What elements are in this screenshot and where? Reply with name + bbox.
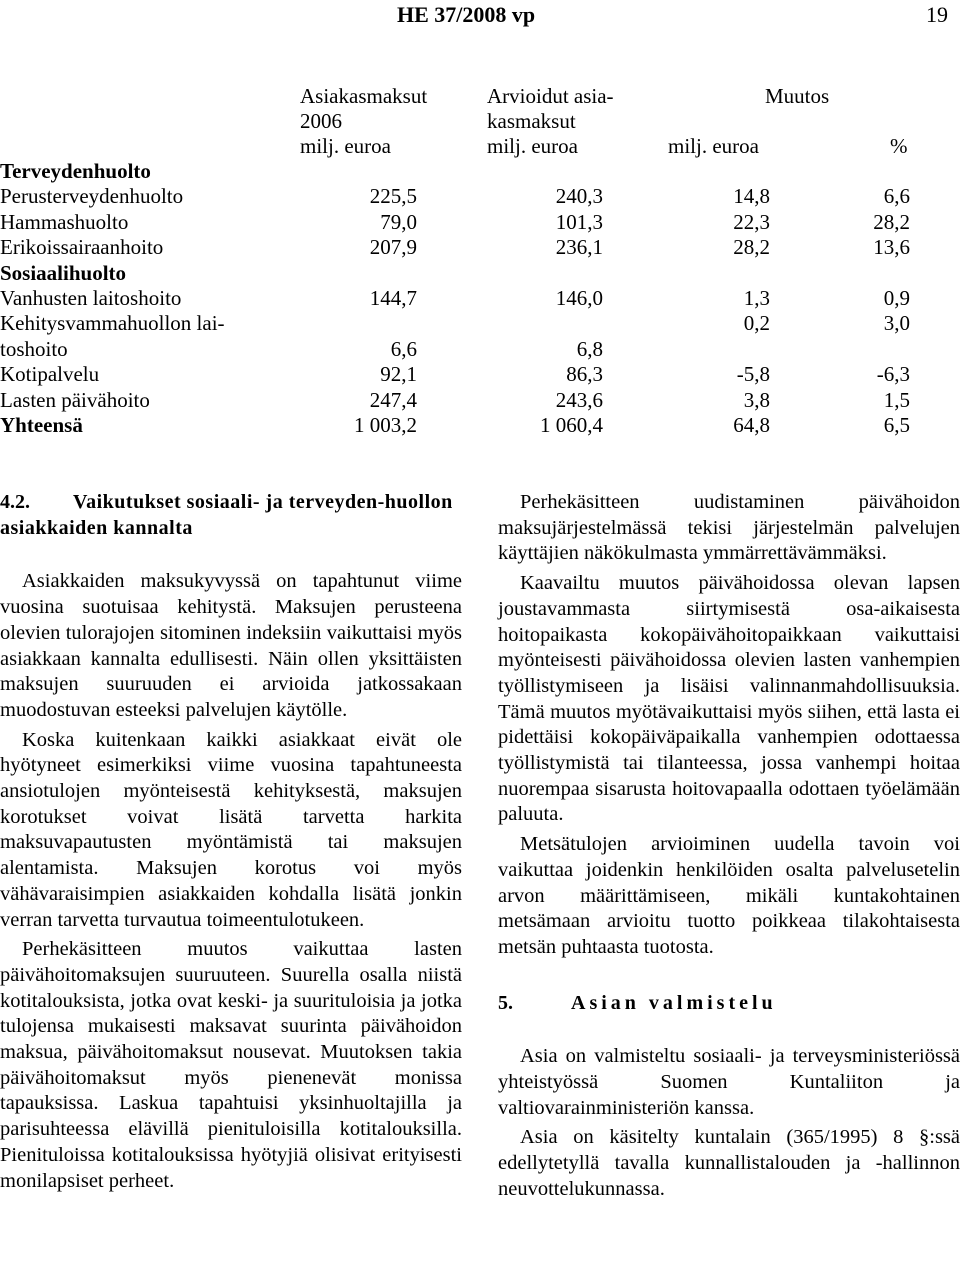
- left-text-column: [0, 490, 462, 1198]
- table-row: [0, 210, 960, 235]
- table-row: [0, 286, 960, 311]
- section-number: 5.: [498, 991, 513, 1014]
- row-label: Hammashuolto: [0, 209, 129, 234]
- cell-payments-2006: 247,4: [369, 387, 417, 412]
- cell-payments-2006: 225,5: [369, 184, 417, 209]
- cell-change-eur: 64,8: [733, 412, 770, 437]
- col3-header: milj. euroa: [668, 134, 759, 158]
- section-title: Vaikutukset sosiaali- ja terveyden-huollon asiakkaiden kannalta: [0, 491, 453, 539]
- cell-estimated-payments: 240,3: [555, 184, 603, 209]
- section-title: Asian valmistelu: [571, 991, 777, 1014]
- cell-change-pct: 0,9: [883, 285, 910, 310]
- payments-table: [0, 159, 960, 438]
- cell-change-eur: 22,3: [733, 209, 770, 234]
- cell-change-eur: 3,8: [743, 387, 770, 412]
- cell-estimated-payments: 101,3: [555, 209, 603, 234]
- table-total-row: [0, 413, 960, 438]
- cell-estimated-payments: 146,0: [555, 285, 603, 310]
- col2-header-line2: kasmaksut: [487, 109, 576, 133]
- row-label: Kehitysvammahuollon lai-: [0, 311, 225, 336]
- col1-header-line1: Asiakasmaksut: [300, 84, 428, 108]
- change-group-header: Muutos: [765, 84, 830, 108]
- section-number: 4.2.: [0, 491, 30, 513]
- table-row: [0, 261, 960, 286]
- cell-estimated-payments: 1 060,4: [540, 412, 603, 437]
- section-heading-5: [498, 991, 960, 1017]
- cell-payments-2006: 6,6: [390, 336, 417, 361]
- paragraph: Kaavailtu muutos päivähoidossa olevan lapsen joustavammasta siirtymisestä osa-aikaisesta hoitopaikasta kokopäivähoitopaikkaan vaikuttaisi myönteisesti päivähoidossa olevien lasten vanhempien työllistymiseen ja lisäisi valinnanmahdollisuuksia. Tämä muutos myötävaikuttaisi myös siihen, että lasta ei pidettäisi kokopäiväpaikalla vanhempien odottaessa työllistymistä tai tilanteessa, jossa vanhempi hoitaa nuorempaa sisarusta hoitovapaalla odottaen työelämään paluuta.: [498, 572, 960, 826]
- table-row: [0, 311, 960, 336]
- row-label: Kotipalvelu: [0, 362, 100, 387]
- cell-change-eur: 0,2: [743, 311, 770, 336]
- page-header: [0, 2, 960, 32]
- cell-estimated-payments: 243,6: [555, 387, 603, 412]
- cell-payments-2006: 92,1: [380, 362, 417, 387]
- cell-change-pct: 3,0: [883, 311, 910, 336]
- paragraph: Asia on valmisteltu sosiaali- ja terveysministeriössä yhteistyössä Suomen Kuntaliiton ja valtiovarainministeriön kanssa.: [498, 1045, 960, 1119]
- cell-change-pct: 1,5: [883, 387, 910, 412]
- row-label: Perusterveydenhuolto: [0, 184, 184, 209]
- col2-header-line1: Arvioidut asia-: [487, 84, 614, 108]
- table-row: [0, 388, 960, 413]
- row-label: Terveydenhuolto: [0, 159, 151, 183]
- row-label: Erikoissairaanhoito: [0, 235, 164, 260]
- document-title: HE 37/2008 vp: [397, 2, 536, 27]
- cell-payments-2006: 207,9: [369, 235, 417, 260]
- cell-estimated-payments: 6,8: [576, 336, 603, 361]
- cell-change-eur: 28,2: [733, 235, 770, 260]
- col2-header-line3: milj. euroa: [487, 134, 578, 158]
- table-row: [0, 337, 960, 362]
- table-row: [0, 362, 960, 387]
- cell-estimated-payments: 86,3: [566, 362, 603, 387]
- cell-change-eur: -5,8: [736, 362, 770, 387]
- paragraph: Perhekäsitteen uudistaminen päivähoidon maksujärjestelmässä tekisi järjestelmän palvelujen käyttäjien näkökulmasta ymmärrettävämmäksi.: [498, 491, 960, 565]
- table-row: [0, 159, 960, 184]
- cell-change-pct: 6,6: [883, 184, 910, 209]
- section-heading-4-2: [0, 490, 462, 541]
- cell-change-pct: 6,5: [883, 412, 910, 437]
- cell-change-pct: 13,6: [873, 235, 910, 260]
- paragraph: Koska kuitenkaan kaikki asiakkaat eivät ole hyötyneet esimerkiksi viime vuosina tapahtuneesta ansiotulojen myönteisestä kehityksestä, maksujen korotukset voivat lisätä tarvetta harkita maksuvapautusten myöntämistä tai maksujen alentamista. Maksujen korotus voi myös vähävaraisimpien asiakkaiden kohdalla lisätä jonkin verran tarvetta turvautua toimeentulotukeen.: [0, 728, 462, 931]
- col4-header: %: [890, 134, 908, 158]
- cell-estimated-payments: 236,1: [555, 235, 603, 260]
- cell-payments-2006: 144,7: [369, 285, 417, 310]
- table-row: [0, 184, 960, 209]
- cell-change-eur: 1,3: [743, 285, 770, 310]
- table-row: [0, 235, 960, 260]
- cell-change-pct: 28,2: [873, 209, 910, 234]
- cell-change-eur: 14,8: [733, 184, 770, 209]
- cell-change-pct: -6,3: [876, 362, 910, 387]
- cell-payments-2006: 79,0: [380, 209, 417, 234]
- row-label: Lasten päivähoito: [0, 387, 150, 412]
- paragraph: Asiakkaiden maksukyvyssä on tapahtunut viime vuosina suotuisaa kehitystä. Maksujen perusteena olevien tulorajojen sitominen indeksiin vaikuttaisi myös asiakkaan kannalta edullisesti. Näin ollen yksittäisten maksujen suuruuden ei arvioida jatkossakaan muodostuvan esteeksi palvelujen käytölle.: [0, 570, 462, 721]
- row-label: Yhteensä: [0, 412, 83, 437]
- col1-header-line2: 2006: [300, 109, 342, 133]
- cell-payments-2006: 1 003,2: [354, 412, 417, 437]
- paragraph: Asia on käsitelty kuntalain (365/1995) 8 §:ssä edellytetyllä tavalla kunnallistalouden ja -hallinnon neuvottelukunnassa.: [498, 1126, 960, 1200]
- paragraph: Perhekäsitteen muutos vaikuttaa lasten päivähoitomaksujen suuruuteen. Suurella osalla niistä kotitalouksista, jotka ovat keski- ja suurituloisia ja jotka tulojensa mukaisesti maksavat suurinta päivähoidon maksua, päivähoitomaksut nousevat. Muutoksen takia päivähoitomaksut myös pienenevät monissa tapauksissa. Laskua tapahtuisi yksinhuoltajilla ja parisuhteessa elävillä pienituloisilla kotitalouksilla. Pienituloissa kotitalouksissa hyötyjiä olisivat erityisesti monilapsiset perheet.: [0, 938, 462, 1192]
- page-number: 19: [926, 2, 948, 27]
- row-label: Sosiaalihuolto: [0, 260, 127, 285]
- col1-header-line3: milj. euroa: [300, 134, 391, 158]
- paragraph: Metsätulojen arvioiminen uudella tavoin voi vaikuttaa joidenkin henkilöiden osalta palvelusetelin arvon määrittämiseen, mikäli kuntakohtainen metsämaan arvioitu tuotto poikkeaa tilakohtaisesta metsän puhtaasta tuotosta.: [498, 833, 960, 958]
- row-label: toshoito: [0, 336, 68, 361]
- row-label: Vanhusten laitoshoito: [0, 285, 182, 310]
- right-text-column: [498, 490, 960, 1207]
